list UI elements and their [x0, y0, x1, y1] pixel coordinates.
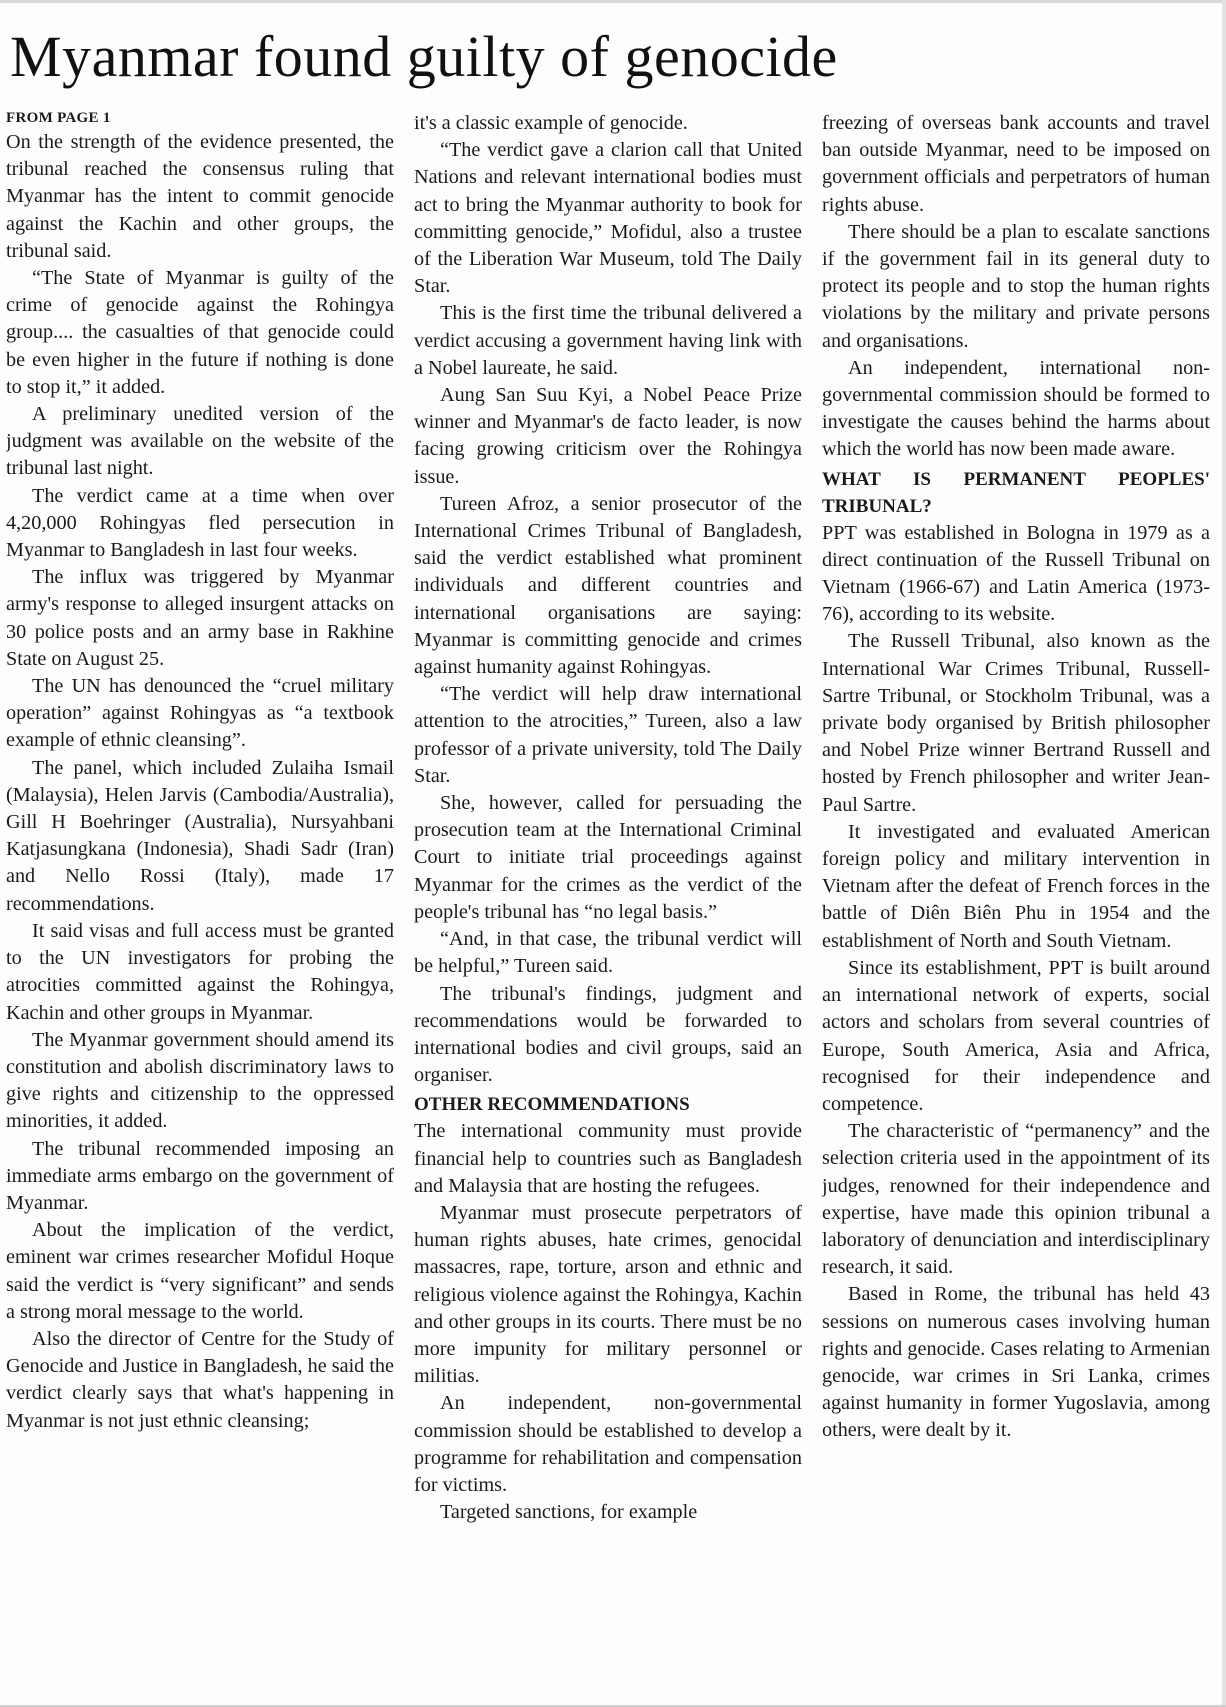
- paragraph: The tribunal recommended imposing an immediate arms embargo on the government of Myanmar.: [6, 1137, 394, 1214]
- paragraph: The influx was triggered by Myanmar army's response to alleged insurgent attacks on 30 police posts and an army base in Rakhine State on August 25.: [6, 566, 394, 670]
- paragraph: The verdict came at a time when over 4,20,000 Rohingyas fled persecution in Myanmar to Bangladesh in last four weeks.: [6, 484, 394, 562]
- paragraph: Based in Rome, the tribunal has held 43 sessions on numerous cases involving human rights and genocide. Cases relating to Armenian genocide, war crimes in Sri Lanka, crimes against humanity in former Yugoslavia, among others, were dealt by it.: [822, 1283, 1210, 1442]
- paragraph: Myanmar must prosecute perpetrators of human rights abuses, hate crimes, genocidal massacres, rape, torture, arson and ethnic and religious violence against the Rohingya, Kachin and other groups in its courts. There must be no more impunity for military personnel or militias.: [414, 1201, 802, 1388]
- paragraph: The characteristic of “permanency” and the selection criteria used in the appointment of its judges, renowned for their independence and expertise, have made this opinion tribunal a laboratory of denunciation and interdisciplinary research, it said.: [822, 1120, 1210, 1279]
- paragraph: She, however, called for persuading the prosecution team at the International Criminal Court to initiate trial proceedings against Myanmar for the crimes as the verdict of the people's tribunal has “no legal basis.”: [414, 792, 802, 923]
- paragraph: Since its establishment, PPT is built around an international network of experts, social actors and scholars from several countries of Europe, South America, Asia and Africa, recognised for their independence and competence.: [822, 956, 1210, 1115]
- top-rule: [0, 0, 1226, 3]
- paragraph: The Russell Tribunal, also known as the International War Crimes Tribunal, Russell-Sartre Tribunal, or Stockholm Tribunal, was a private body organised by British philosopher and Nobel Prize winner Bertrand Russell and hosted by French philosopher and writer Jean-Paul Sartre.: [822, 630, 1210, 816]
- paragraph: freezing of overseas bank accounts and travel ban outside Myanmar, need to be imposed on government officials and perpetrators of human rights abuse.: [822, 112, 1210, 216]
- paragraph: “The State of Myanmar is guilty of the crime of genocide against the Rohingya group.... the casualties of that genocide could be even higher in the future if nothing is done to stop it,” it added.: [6, 267, 394, 398]
- paragraph: The Myanmar government should amend its constitution and abolish discriminatory laws to give rights and citizenship to the oppressed minorities, it added.: [6, 1028, 394, 1133]
- paragraph: It said visas and full access must be granted to the UN investigators for probing the atrocities committed against the Rohingya, Kachin and other groups in Myanmar.: [6, 919, 394, 1024]
- subhead-other-recommendations: OTHER RECOMMENDATIONS: [414, 1094, 690, 1116]
- paragraph: An independent, non-governmental commission should be established to develop a programme for rehabilitation and compensation for victims.: [414, 1392, 802, 1496]
- paragraph: This is the first time the tribunal delivered a verdict accusing a government having link with a Nobel laureate, he said.: [414, 302, 802, 379]
- paragraph: Also the director of Centre for the Study of Genocide and Justice in Bangladesh, he said the verdict clearly says that what's happening in Myanmar is not just ethnic cleansing;: [6, 1327, 394, 1432]
- paragraph: The tribunal's findings, judgment and recommendations would be forwarded to international bodies and civil groups, said an organiser.: [414, 982, 802, 1087]
- right-rule: [1222, 0, 1226, 1707]
- paragraph: The international community must provide financial help to countries such as Bangladesh and Malaysia that are hosting the refugees.: [414, 1120, 802, 1197]
- paragraph: An independent, international non-governmental commission should be formed to investigate the causes behind the harms about which the world has now been made aware.: [822, 356, 1210, 461]
- paragraph: About the implication of the verdict, eminent war crimes researcher Mofidul Hoque said the verdict is “very significant” and sends a strong moral message to the world.: [6, 1219, 394, 1323]
- paragraph: On the strength of the evidence presented, the tribunal reached the consensus ruling that Myanmar has the intent to commit genocide against the Kachin and other groups, the tribunal said.: [6, 131, 394, 262]
- paragraph: Targeted sanctions, for example: [440, 1501, 698, 1524]
- column-3: [822, 110, 1210, 1698]
- subhead-permanent-peoples-tribunal: WHAT IS PERMANENT PEOPLES' TRIBUNAL?: [822, 468, 1210, 517]
- paragraph: “The verdict gave a clarion call that United Nations and relevant international bodies must act to bring the Myanmar authority to book for committing genocide,” Mofidul, also a trustee of the Liberation War Museum, told The Daily Star.: [414, 139, 802, 298]
- paragraph: It investigated and evaluated American foreign policy and military intervention in Vietnam after the defeat of French forces in the battle of Diên Biên Phu in 1954 and the establishment of North and South Vietnam.: [822, 820, 1210, 952]
- paragraph: “The verdict will help draw international attention to the atrocities,” Tureen, also a law professor of a private university, told The Daily Star.: [414, 683, 802, 787]
- paragraph: There should be a plan to escalate sanctions if the government fail in its general duty to protect its people and to stop the human rights violations by the military and private persons and organisations.: [822, 220, 1210, 352]
- paragraph: PPT was established in Bologna in 1979 as a direct continuation of the Russell Tribunal on Vietnam (1966-67) and Latin America (1973-76), according to its website.: [822, 521, 1210, 626]
- column-1: [6, 110, 394, 1698]
- column-2: [414, 110, 802, 1698]
- paragraph: A preliminary unedited version of the judgment was available on the website of the tribunal last night.: [6, 403, 394, 480]
- paragraph: The UN has denounced the “cruel military operation” against Rohingyas as “a textbook example of ethnic cleansing”.: [6, 675, 394, 752]
- paragraph: Tureen Afroz, a senior prosecutor of the International Crimes Tribunal of Bangladesh, said the verdict established what prominent individuals and different countries and international organisations are saying: Myanmar is committing genocide and crimes against humanity against Rohingyas.: [414, 492, 802, 679]
- paragraph: Aung San Suu Kyi, a Nobel Peace Prize winner and Myanmar's de facto leader, is now facing growing criticism over the Rohingya issue.: [414, 384, 802, 488]
- paragraph: it's a classic example of genocide.: [414, 112, 688, 134]
- paragraph: The panel, which included Zulaiha Ismail (Malaysia), Helen Jarvis (Cambodia/Australia), Gill H Boehringer (Australia), Nursyahbani Katjasungkana (Indonesia), Shadi Sadr (Iran) and Nello Rossi (Italy), made 17 recommendations.: [6, 756, 394, 915]
- headline: Myanmar found guilty of genocide: [10, 24, 838, 89]
- article-body: [6, 110, 1210, 1698]
- kicker: FROM PAGE 1: [6, 110, 111, 126]
- paragraph: “And, in that case, the tribunal verdict will be helpful,” Tureen said.: [414, 928, 802, 978]
